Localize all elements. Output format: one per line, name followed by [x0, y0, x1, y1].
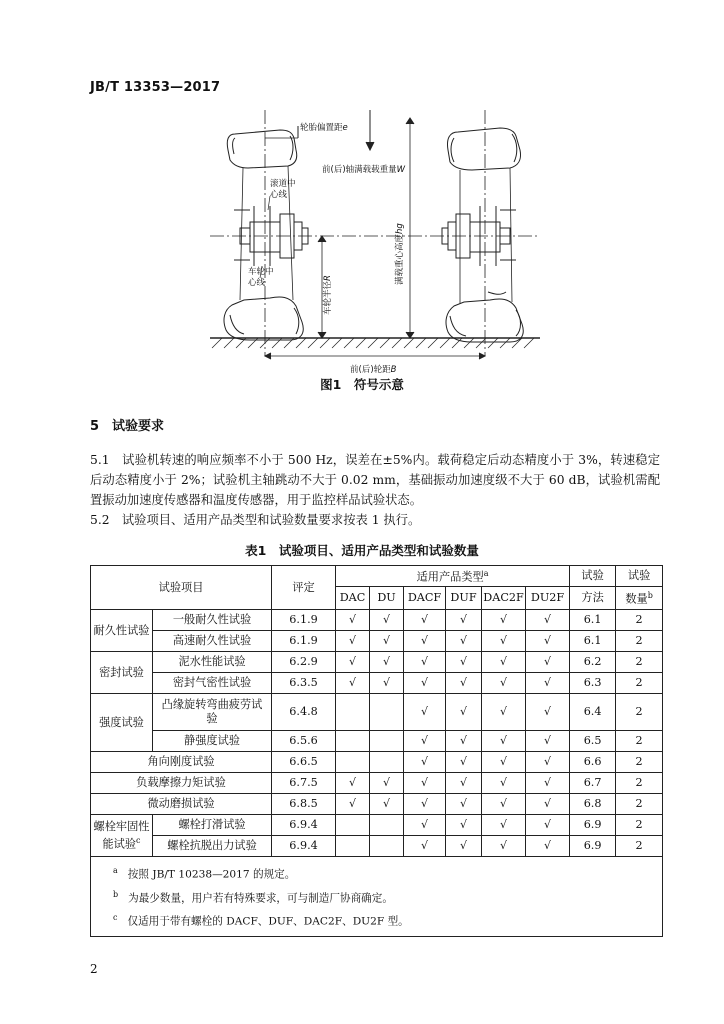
cell-duf: √ — [446, 610, 482, 631]
cell-du2f: √ — [526, 631, 570, 652]
row-name: 凸缘旋转弯曲疲劳试 验 — [153, 694, 272, 731]
row-method: 6.9 — [570, 815, 616, 836]
note-a: $^a$ 按照 JB/T 10238—2017 的规定。 — [113, 866, 296, 881]
row-qty: 2 — [616, 752, 663, 773]
cell-du2f: √ — [526, 694, 570, 731]
cell-du — [370, 752, 404, 773]
cell-dac2f: √ — [482, 752, 526, 773]
table-row — [91, 631, 663, 652]
row-name: 静强度试验 — [153, 731, 272, 752]
row-qty: 2 — [616, 694, 663, 731]
cell-dacf: √ — [404, 794, 446, 815]
header-qty-2: 数量$^b$ — [616, 587, 663, 610]
group-bolt: 螺栓牢固性 能试验$^c$ — [91, 815, 153, 857]
header-du2f: DU2F — [526, 587, 570, 610]
row-eval: 6.1.9 — [272, 610, 336, 631]
cell-dac: √ — [336, 610, 370, 631]
cell-dac — [336, 731, 370, 752]
header-eval: 评定 — [272, 566, 336, 610]
cell-dacf: √ — [404, 773, 446, 794]
label-load: 前(后)轴满载载重量W — [322, 165, 406, 175]
table-row — [91, 794, 663, 815]
cell-du: √ — [370, 673, 404, 694]
cell-duf: √ — [446, 731, 482, 752]
cell-dacf: √ — [404, 631, 446, 652]
row-qty: 2 — [616, 815, 663, 836]
cell-duf: √ — [446, 752, 482, 773]
cell-du: √ — [370, 773, 404, 794]
header-duf: DUF — [446, 587, 482, 610]
cell-dac2f: √ — [482, 794, 526, 815]
cell-du: √ — [370, 794, 404, 815]
header-item: 试验项目 — [91, 566, 272, 610]
table-row — [91, 673, 663, 694]
cell-dac2f: √ — [482, 694, 526, 731]
cell-du — [370, 731, 404, 752]
cell-du — [370, 694, 404, 731]
cell-duf: √ — [446, 694, 482, 731]
table-row — [91, 752, 663, 773]
row-eval: 6.6.5 — [272, 752, 336, 773]
table-row — [91, 773, 663, 794]
row-name: 高速耐久性试验 — [153, 631, 272, 652]
cell-dac2f: √ — [482, 610, 526, 631]
note-c: $^c$ 仅适用于带有螺栓的 DACF、DUF、DAC2F、DU2F 型。 — [113, 913, 409, 928]
label-wheel-2: 心线 — [248, 278, 266, 288]
row-name: 微动磨损试验 — [91, 794, 272, 815]
cell-dac: √ — [336, 631, 370, 652]
cell-dacf: √ — [404, 836, 446, 857]
cell-duf: √ — [446, 794, 482, 815]
row-eval: 6.7.5 — [272, 773, 336, 794]
cell-du2f: √ — [526, 610, 570, 631]
cell-dacf: √ — [404, 815, 446, 836]
cell-dac — [336, 836, 370, 857]
cell-dac: √ — [336, 773, 370, 794]
row-eval: 6.9.4 — [272, 836, 336, 857]
cell-dac: √ — [336, 673, 370, 694]
row-eval: 6.8.5 — [272, 794, 336, 815]
header-du: DU — [370, 587, 404, 610]
paragraph-5-2: 5.2 试验项目、适用产品类型和试验数量要求按表 1 执行。 — [90, 513, 421, 527]
cell-du2f: √ — [526, 752, 570, 773]
figure-caption: 图1 符号示意 — [320, 377, 404, 392]
cell-dacf: √ — [404, 752, 446, 773]
test-items-table — [90, 565, 663, 937]
row-qty: 2 — [616, 673, 663, 694]
header-types: 适用产品类型$^a$ — [336, 566, 570, 587]
cell-dac2f: √ — [482, 773, 526, 794]
table-row — [91, 815, 663, 836]
table-row — [91, 836, 663, 857]
row-method: 6.5 — [570, 731, 616, 752]
cell-dac2f: √ — [482, 731, 526, 752]
cell-dac: √ — [336, 652, 370, 673]
cell-dacf: √ — [404, 694, 446, 731]
cell-dacf: √ — [404, 673, 446, 694]
cell-dac2f: √ — [482, 652, 526, 673]
table-row — [91, 731, 663, 752]
cell-du2f: √ — [526, 673, 570, 694]
cell-duf: √ — [446, 631, 482, 652]
row-qty: 2 — [616, 610, 663, 631]
row-eval: 6.5.6 — [272, 731, 336, 752]
cell-duf: √ — [446, 773, 482, 794]
section-title: 5 试验要求 — [90, 419, 165, 434]
cell-duf: √ — [446, 673, 482, 694]
page-number: 2 — [90, 962, 98, 976]
cell-du2f: √ — [526, 773, 570, 794]
row-eval: 6.4.8 — [272, 694, 336, 731]
header-dac2f: DAC2F — [482, 587, 526, 610]
row-name: 泥水性能试验 — [153, 652, 272, 673]
row-qty: 2 — [616, 731, 663, 752]
label-offset: 轮胎偏置距e — [300, 123, 348, 133]
table-row — [91, 694, 663, 731]
row-name: 密封气密性试验 — [153, 673, 272, 694]
table-caption: 表1 试验项目、适用产品类型和试验数量 — [245, 543, 479, 558]
cell-du: √ — [370, 631, 404, 652]
row-method: 6.2 — [570, 652, 616, 673]
cell-dac2f: √ — [482, 815, 526, 836]
label-height: 满载重心高度hg — [395, 223, 405, 285]
left-tire-bottom — [224, 297, 303, 340]
cell-du: √ — [370, 610, 404, 631]
row-name: 一般耐久性试验 — [153, 610, 272, 631]
label-raceway-1: 滚道中 — [270, 179, 296, 189]
symbol-diagram — [210, 110, 540, 378]
cell-du: √ — [370, 652, 404, 673]
row-qty: 2 — [616, 773, 663, 794]
cell-dacf: √ — [404, 610, 446, 631]
cell-duf: √ — [446, 815, 482, 836]
row-qty: 2 — [616, 631, 663, 652]
label-radius: 车轮半径R — [323, 275, 333, 315]
row-eval: 6.9.4 — [272, 815, 336, 836]
right-tire — [447, 128, 520, 170]
header-dacf: DACF — [404, 587, 446, 610]
note-b: $^b$ 为最少数量，用户若有特殊要求，可与制造厂协商确定。 — [113, 889, 393, 905]
label-raceway-2: 心线 — [270, 190, 288, 200]
group-sealing: 密封试验 — [91, 652, 153, 694]
row-method: 6.4 — [570, 694, 616, 731]
left-tire — [227, 130, 296, 168]
cell-du — [370, 815, 404, 836]
table-notes — [91, 857, 663, 937]
cell-dacf: √ — [404, 652, 446, 673]
cell-dac — [336, 815, 370, 836]
row-eval: 6.3.5 — [272, 673, 336, 694]
header-dac: DAC — [336, 587, 370, 610]
row-method: 6.6 — [570, 752, 616, 773]
row-qty: 2 — [616, 836, 663, 857]
table-row — [91, 652, 663, 673]
label-track: 前(后)轮距B — [350, 365, 397, 375]
row-name: 螺栓打滑试验 — [153, 815, 272, 836]
row-method: 6.8 — [570, 794, 616, 815]
label-wheel-1: 车轮中 — [248, 267, 274, 277]
group-durability: 耐久性试验 — [91, 610, 153, 652]
cell-du2f: √ — [526, 652, 570, 673]
row-method: 6.1 — [570, 631, 616, 652]
row-method: 6.9 — [570, 836, 616, 857]
cell-duf: √ — [446, 836, 482, 857]
cell-dac: √ — [336, 794, 370, 815]
cell-dac2f: √ — [482, 673, 526, 694]
row-method: 6.1 — [570, 610, 616, 631]
row-eval: 6.2.9 — [272, 652, 336, 673]
cell-dac2f: √ — [482, 836, 526, 857]
row-qty: 2 — [616, 652, 663, 673]
row-name: 负载摩擦力矩试验 — [91, 773, 272, 794]
row-name: 角向刚度试验 — [91, 752, 272, 773]
row-eval: 6.1.9 — [272, 631, 336, 652]
row-name: 螺栓抗脱出力试验 — [153, 836, 272, 857]
doc-code-header: JB/T 13353—2017 — [90, 80, 221, 95]
cell-dac — [336, 752, 370, 773]
row-method: 6.7 — [570, 773, 616, 794]
cell-du2f: √ — [526, 815, 570, 836]
row-qty: 2 — [616, 794, 663, 815]
cell-dacf: √ — [404, 731, 446, 752]
cell-duf: √ — [446, 652, 482, 673]
paragraph-5-1: 5.1 试验机转速的响应频率不小于 500 Hz，误差在±5%内。载荷稳定后动态精度小于 3%，转速稳定后动态精度小于 2%；试验机主轴跳动不大于 0.02 mm，基础振动加速度级不大于 60 dB，试验机需配置振动加速度传感器和温度传感器，用于监控样品试验状态。 — [90, 453, 660, 507]
cell-dac — [336, 694, 370, 731]
cell-dac2f: √ — [482, 631, 526, 652]
header-qty-1: 试验 — [616, 566, 663, 587]
table-row — [91, 610, 663, 631]
header-method-1: 试验 — [570, 566, 616, 587]
cell-du2f: √ — [526, 731, 570, 752]
row-method: 6.3 — [570, 673, 616, 694]
cell-du2f: √ — [526, 794, 570, 815]
group-strength: 强度试验 — [91, 694, 153, 752]
cell-du2f: √ — [526, 836, 570, 857]
header-method-2: 方法 — [570, 587, 616, 610]
cell-du — [370, 836, 404, 857]
